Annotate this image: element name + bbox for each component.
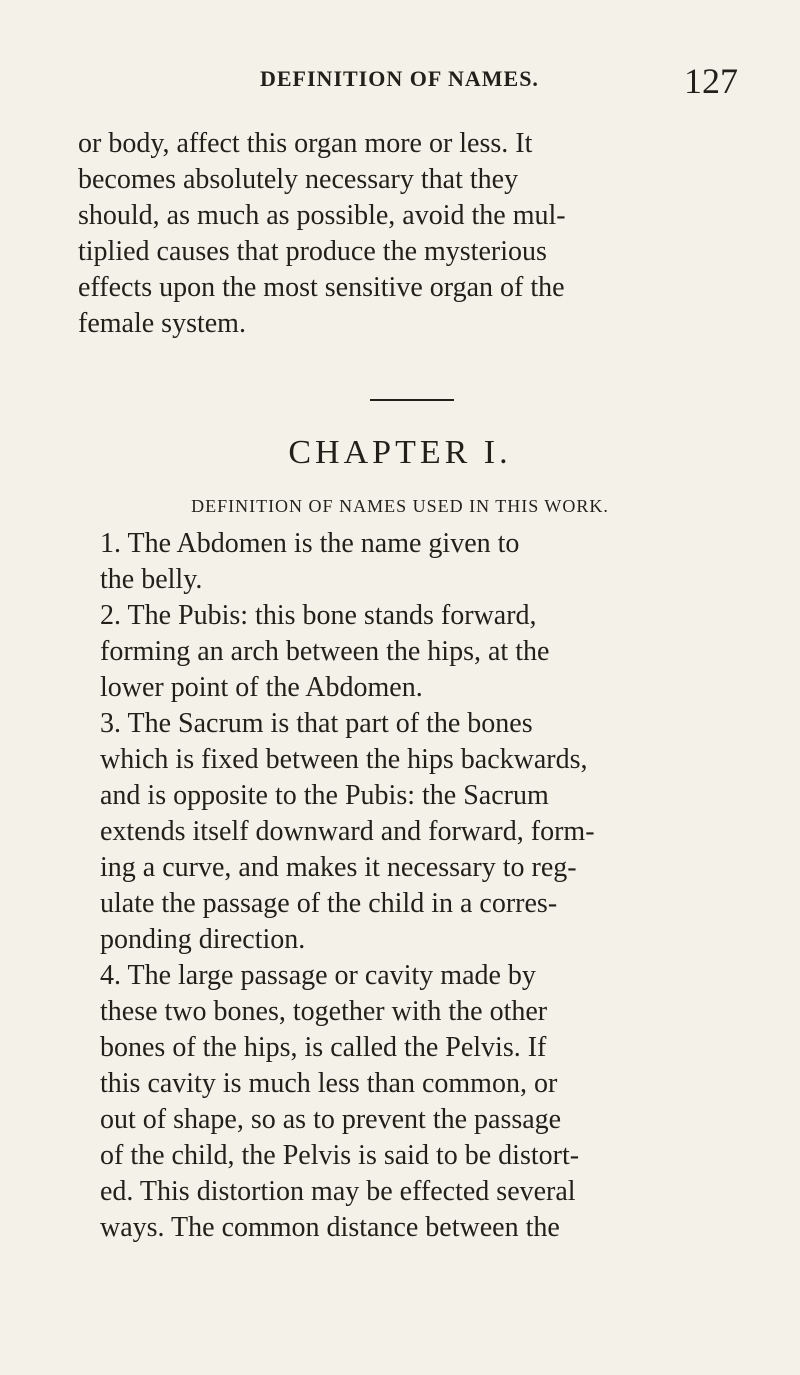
chapter-heading: CHAPTER I. bbox=[288, 434, 512, 471]
text-line: extends itself downward and forward, form- bbox=[100, 816, 595, 847]
text-line: ponding direction. bbox=[100, 924, 306, 955]
text-line: lower point of the Abdomen. bbox=[100, 672, 423, 703]
text-line: the belly. bbox=[100, 564, 203, 595]
definitions-list bbox=[78, 526, 740, 1246]
definition-item bbox=[78, 706, 740, 958]
text-line: bones of the hips, is called the Pelvis. If bbox=[100, 1032, 547, 1063]
text-line: female system. bbox=[78, 308, 246, 339]
text-line: forming an arch between the hips, at the bbox=[100, 636, 550, 667]
text-line: ulate the passage of the child in a corres- bbox=[100, 888, 558, 919]
section-heading: DEFINITION OF NAMES USED IN THIS WORK. bbox=[191, 496, 609, 516]
text-line: out of shape, so as to prevent the passage bbox=[100, 1104, 562, 1135]
intro-text bbox=[78, 126, 740, 342]
text-line: which is fixed between the hips backwards, bbox=[100, 744, 588, 775]
text-line: ing a curve, and makes it necessary to reg- bbox=[100, 852, 577, 883]
text-line: 1. The Abdomen is the name given to bbox=[100, 528, 520, 559]
running-title: DEFINITION OF NAMES. bbox=[260, 66, 539, 91]
page-header bbox=[78, 61, 738, 110]
text-line: this cavity is much less than common, or bbox=[100, 1068, 558, 1099]
text-line: ed. This distortion may be effected several bbox=[100, 1176, 576, 1207]
text-line: of the child, the Pelvis is said to be distort- bbox=[100, 1140, 580, 1171]
text-line: ways. The common distance between the bbox=[100, 1212, 560, 1243]
page-number: 127 bbox=[684, 61, 738, 101]
text-line: effects upon the most sensitive organ of the bbox=[78, 272, 565, 303]
section-divider bbox=[370, 399, 454, 401]
definition-item bbox=[78, 526, 740, 598]
text-line: 2. The Pubis: this bone stands forward, bbox=[100, 600, 537, 631]
text-line: 3. The Sacrum is that part of the bones bbox=[100, 708, 533, 739]
text-line: tiplied causes that produce the mysterious bbox=[78, 236, 547, 267]
text-line: becomes absolutely necessary that they bbox=[78, 164, 519, 195]
text-line: these two bones, together with the other bbox=[100, 996, 548, 1027]
definition-item bbox=[78, 958, 740, 1246]
intro-paragraph bbox=[78, 126, 740, 342]
text-line: and is opposite to the Pubis: the Sacrum bbox=[100, 780, 549, 811]
text-line: 4. The large passage or cavity made by bbox=[100, 960, 536, 991]
text-line: or body, affect this organ more or less. It bbox=[78, 128, 533, 159]
definition-item bbox=[78, 598, 740, 706]
text-line: should, as much as possible, avoid the mul- bbox=[78, 200, 566, 231]
